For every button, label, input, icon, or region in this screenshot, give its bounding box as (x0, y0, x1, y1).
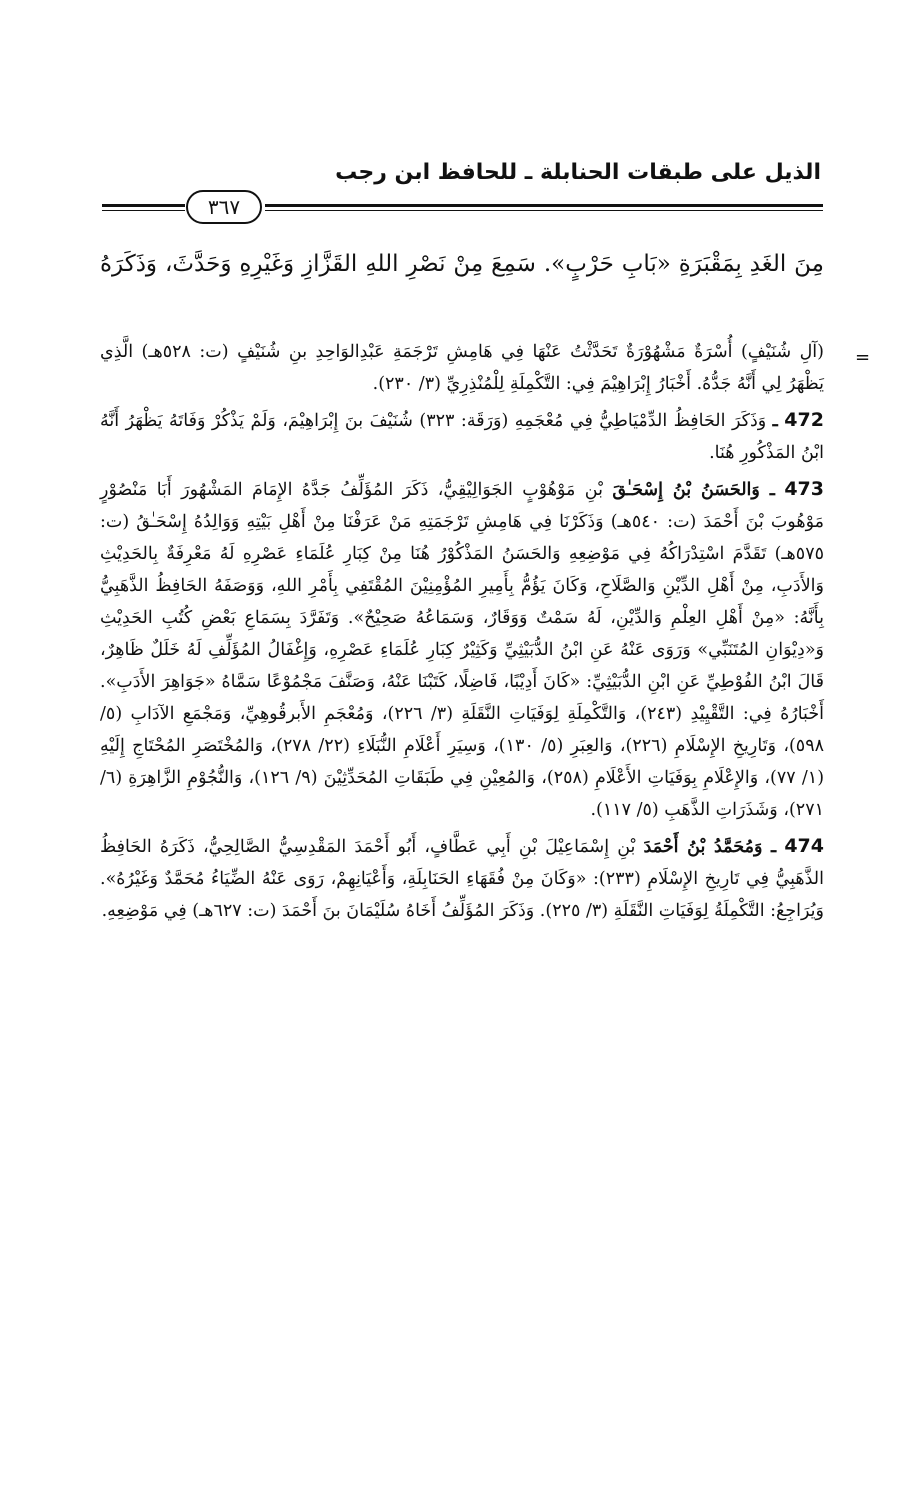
footnote-name: ـ وَمُحَمَّدُ بْنُ أَحْمَدَ (643, 837, 777, 857)
footnote-number: 473 (784, 478, 824, 500)
footnote-name: ـ وَالحَسَنُ بْنُ إِسْحَـٰقَ (612, 480, 775, 500)
footnote-text: بْنِ مَوْهُوْبٍ الجَوَالِيْقِيُّ، ذَكَرَ المُؤَلِّفُ جَدَّهُ الإِمَامَ المَشْهُورَ أَبَا مَنْصُوْرٍ مَوْهُوبَ بْنَ أَحْمَدَ (ت: ٥٤٠هـ) وَذَكَرْنَا فِي هَامِشِ تَرْجَمَتِهِ مَنْ عَرَفْنَا مِنْ أَهْلِ بَيْتِهِ وَوَالِدُهُ إِسْحَـٰقُ (ت: ٥٧٥هـ) تَقَدَّمَ اسْتِدْرَاكُهُ فِي مَوْضِعِهِ وَالحَسَنُ المَذْكُوْرُ هُنَا مِنْ كِبَارِ عُلَمَاءِ عَصْرِهِ لَهُ مَعْرِفَةٌ بِالحَدِيْثِ وَالأَدَبِ، مِنْ أَهْلِ الدِّيْنِ وَالصَّلَاحِ، وَكَانَ يَؤُمُّ بِأَمِيرِ المُؤْمِنِيْنَ المُقْتَفِي بِأَمْرِ اللهِ، وَوَصَفَهُ الحَافِظُ الذَّهَبِيُّ بِأَنَّهُ: «مِنْ أَهْلِ العِلْمِ وَالدِّيْنِ، لَهُ سَمْتٌ وَوَقَارٌ، وَسَمَاعُهُ صَحِيْحٌ». وَتَفَرَّدَ بِسَمَاعِ بَعْضِ كُتُبِ الحَدِيْثِ وَ«دِيْوَانِ المُتَنَبِّي» وَرَوَى عَنْهُ عَنِ ابْنُ الدُّبَيْثِيِّ وَكَثِيْرٌ كِبَارِ عُلَمَاءِ عَصْرِهِ، وَإِغْفَالُ المُؤَلِّفِ لَهُ خَلَلٌ ظَاهِرٌ، قَالَ ابْنُ الفُوْطِيِّ عَنِ ابْنِ الدُّبَيْثِيِّ: «كَانَ أَدِيْبًا، فَاضِلًا، كَتَبْنَا عَنْهُ، وَصَنَّفَ مَجْمُوْعًا سَمَّاهُ «جَوَاهِرَ الأَدَبِ». أَخْبَارُهُ فِي: التَّقْيِيْدِ (٢٤٣)، وَالتَّكْمِلَةِ لِوَفَيَاتِ النَّقَلَةِ (٣/ ٢٢٦)، وَمُعْجَمِ الأَبرقُوهِيِّ، وَمَجْمَعِ الآدَابِ (٥/ ٥٩٨)، وَتَارِيخِ الإِسْلَامِ (٢٢٦)، وَالعِبَرِ (٥/ ١٣٠)، وَسِيَرِ أَعْلَامِ النُّبَلَاءِ (٢٢/ ٢٧٨)، وَالمُخْتَصَرِ المُحْتَاجِ إِلَيْهِ (١/ ٧٧)، وَالإِعْلَامِ بِوَفَيَاتِ الأَعْلَامِ (٢٥٨)، وَالمُعِيْنِ فِي طَبَقَاتِ المُحَدِّثِيْنَ (٩/ ١٢٦)، وَالنُّجُوْمِ الزَّاهِرَةِ (٦/ ٢٧١)، وَشَذَرَاتِ الذَّهَبِ (٥/ ١١٧). (100, 480, 825, 820)
footnote-name: ـ (772, 411, 778, 431)
footnote-number: 472 (784, 409, 824, 431)
header-rule-left (102, 204, 185, 211)
running-header: الذيل على طبقات الحنابلة ـ للحافظ ابن رجب (335, 160, 821, 185)
footnote-471-continuation: (آلِ شُنَيْفٍ) أُسْرَةٌ مَشْهُوْرَةٌ تَحَدَّثْتُ عَنْهَا فِي هَامِشِ تَرْجَمَةِ عَبْدِالوَاحِدِ بنِ شُنَيْفٍ (ت: ٥٢٨هـ) الَّذِي يَظْهَرُ لِي أَنَّهُ جَدُّهُ. أَخْبَارُ إِبْرَاهِيْمَ فِي: التَّكْمِلَةِ لِلْمُنْذِرِيِّ (٣/ ٢٣٠). (100, 342, 824, 394)
footnote-473 (100, 473, 824, 826)
continuation-marker: = (855, 347, 871, 368)
footnote-text: وَذَكَرَ الحَافِظُ الدِّمْيَاطِيُّ فِي مُعْجَمِهِ (وَرَقَة: ٣٢٣) شُنَيْفَ بنَ إِبْرَاهِيْمَ، وَلَمْ يَذْكُرْ وَفَاتَهُ يَظْهَرُ أَنَّهُ ابْنُ المَذْكُورِ هُنَا. (100, 411, 824, 463)
footnote-472 (100, 404, 824, 469)
footnote-text: بْنِ إِسْمَاعِيْلَ بْنِ أَبِي عَطَّافٍ، أَبُو أَحْمَدَ المَقْدِسِيُّ الصَّالِحِيُّ، ذَكَرَهُ الحَافِظُ الذَّهَبِيُّ فِي تَارِيخِ الإِسْلَامِ (٢٣٣): «وَكَانَ مِنْ فُقَهَاءِ الحَنَابِلَةِ، وَأَعْيَانِهِمْ، رَوَى عَنْهُ الضِّيَاءُ مُحَمَّدٌ وَغَيْرُهُ». وَيُرَاجِعُ: التَّكْمِلَةُ لِوَفَيَاتِ النَّقَلَةِ (٣/ ٢٢٥). وَذَكَرَ المُؤَلِّفُ أَخَاهُ سُلَيْمَانَ بنَ أَحْمَدَ (ت: ٦٢٧هـ) فِي مَوْضِعِهِ. (100, 837, 825, 921)
header-rule-right (265, 204, 823, 211)
page-number: ٣٦٧ (186, 190, 262, 224)
footnote-number: 474 (784, 835, 824, 857)
footnote-474 (100, 830, 824, 927)
footnotes (100, 336, 824, 931)
main-text: مِنَ الغَدِ بِمَقْبَرَةِ «بَابِ حَرْبٍ». سَمِعَ مِنْ نَصْرِ اللهِ القَزَّازِ وَغَيْرِهِ وَحَدَّثَ، وَذَكَرَهُ (100, 251, 824, 277)
